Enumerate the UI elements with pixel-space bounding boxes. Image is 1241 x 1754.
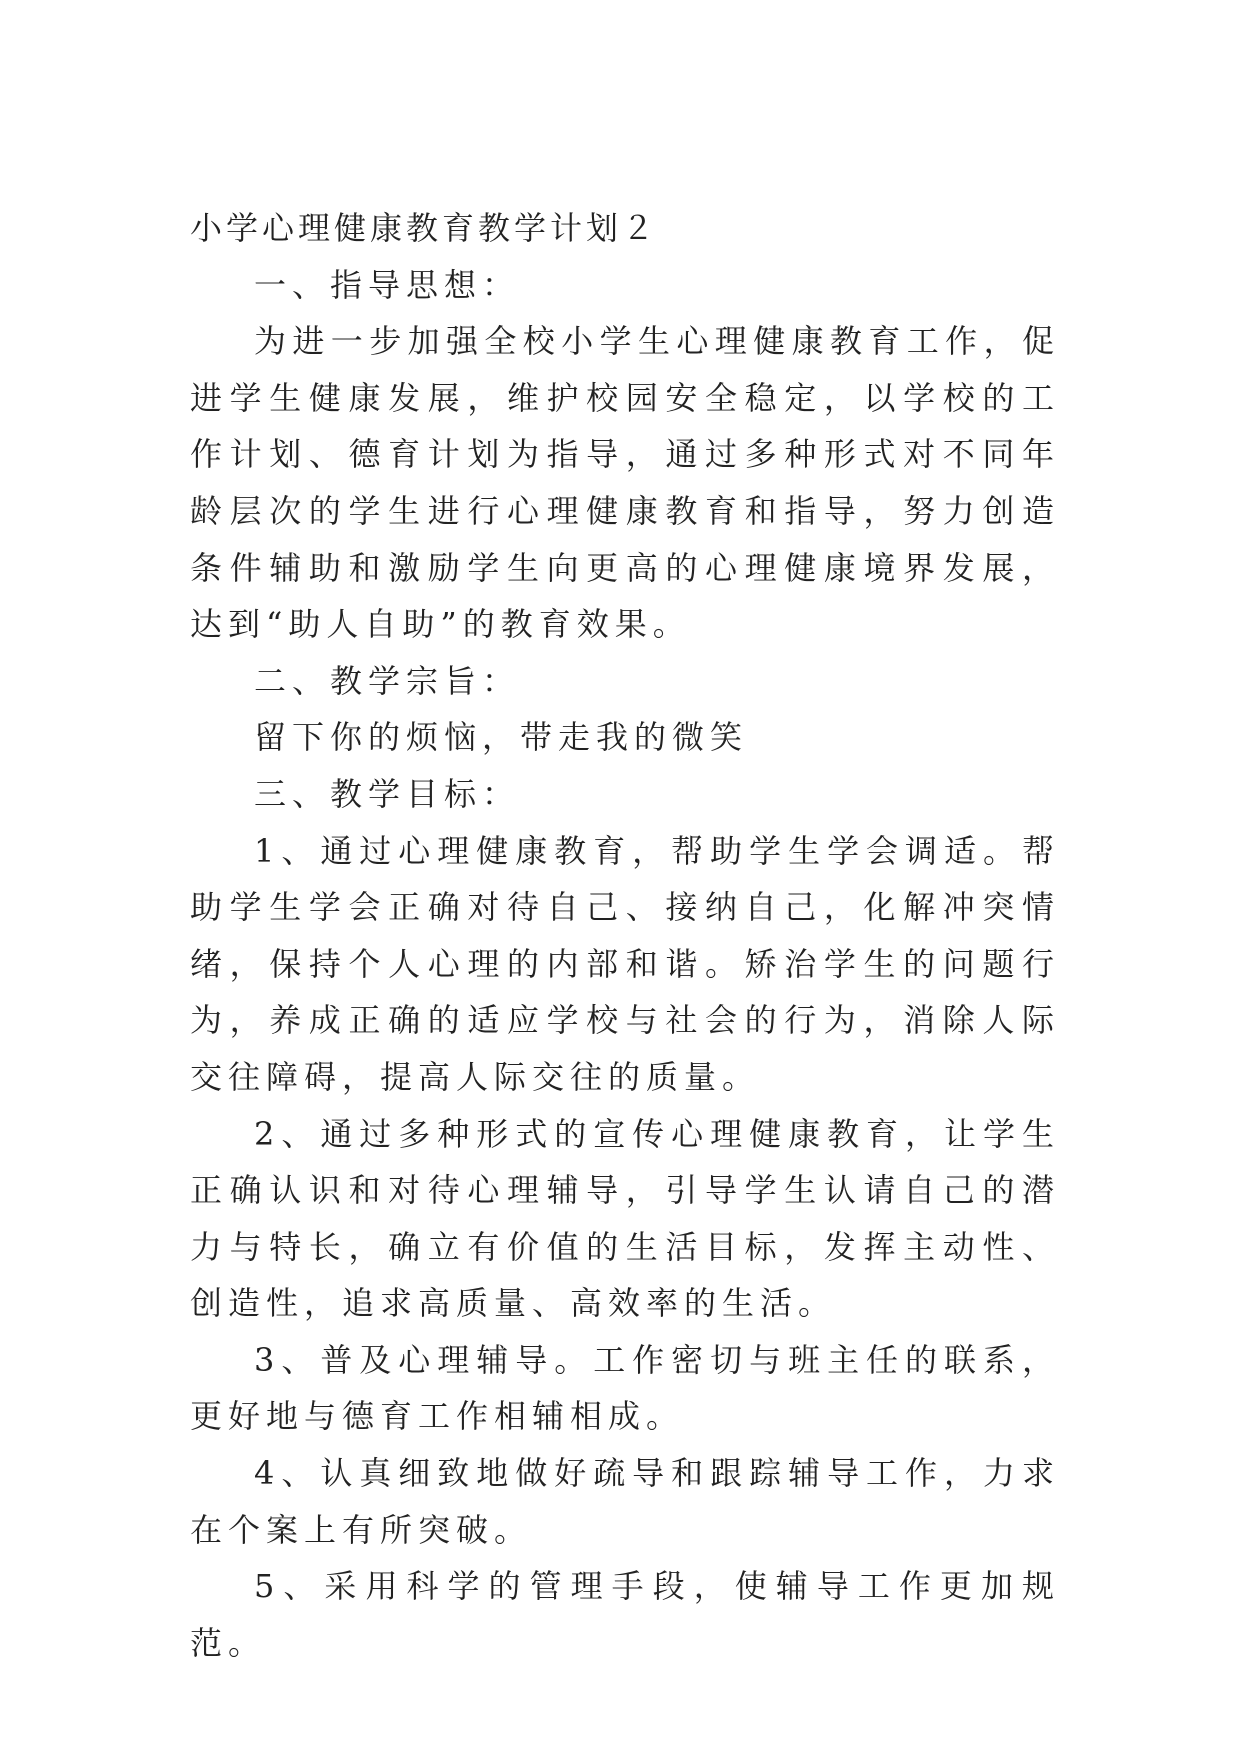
section-heading-guiding-thought: 一、指导思想： <box>254 265 521 304</box>
document-body <box>190 200 1060 1671</box>
document-title: 小学心理健康教育教学计划２ <box>190 209 659 247</box>
goal-item-5: 5、采用科学的管理手段，使辅导工作更加规范。 <box>190 1567 1060 1662</box>
goal-item-4: 4、认真细致地做好疏导和跟踪辅导工作，力求在个案上有所突破。 <box>190 1454 1060 1549</box>
goal-item-3: 3、普及心理辅导。工作密切与班主任的联系，更好地与德育工作相辅相成。 <box>190 1340 1060 1436</box>
section-heading-teaching-purpose: 二、教学宗旨： <box>254 661 521 700</box>
paragraph-teaching-purpose: 留下你的烦恼，带走我的微笑 <box>254 718 749 757</box>
section-heading-teaching-goals: 三、教学目标： <box>254 774 521 813</box>
goal-item-1: 1、通过心理健康教育，帮助学生学会调适。帮助学生学会正确对待自己、接纳自己，化解冲突情绪，保持个人心理的内部和谐。矫治学生的问题行为，养成正确的适应学校与社会的行为，消除人际交往障碍，提高人际交往的质量。 <box>190 831 1060 1096</box>
paragraph-guiding-thought: 为进一步加强全校小学生心理健康教育工作，促进学生健康发展，维护校园安全稳定，以学校的工作计划、德育计划为指导，通过多种形式对不同年龄层次的学生进行心理健康教育和指导，努力创造条件辅助和激励学生向更高的心理健康境界发展，达到“助人自助”的教育效果。 <box>190 322 1060 644</box>
goal-item-2: 2、通过多种形式的宣传心理健康教育，让学生正确认识和对待心理辅导，引导学生认请自己的潜力与特长，确立有价值的生活目标，发挥主动性、创造性，追求高质量、高效率的生活。 <box>190 1114 1060 1323</box>
